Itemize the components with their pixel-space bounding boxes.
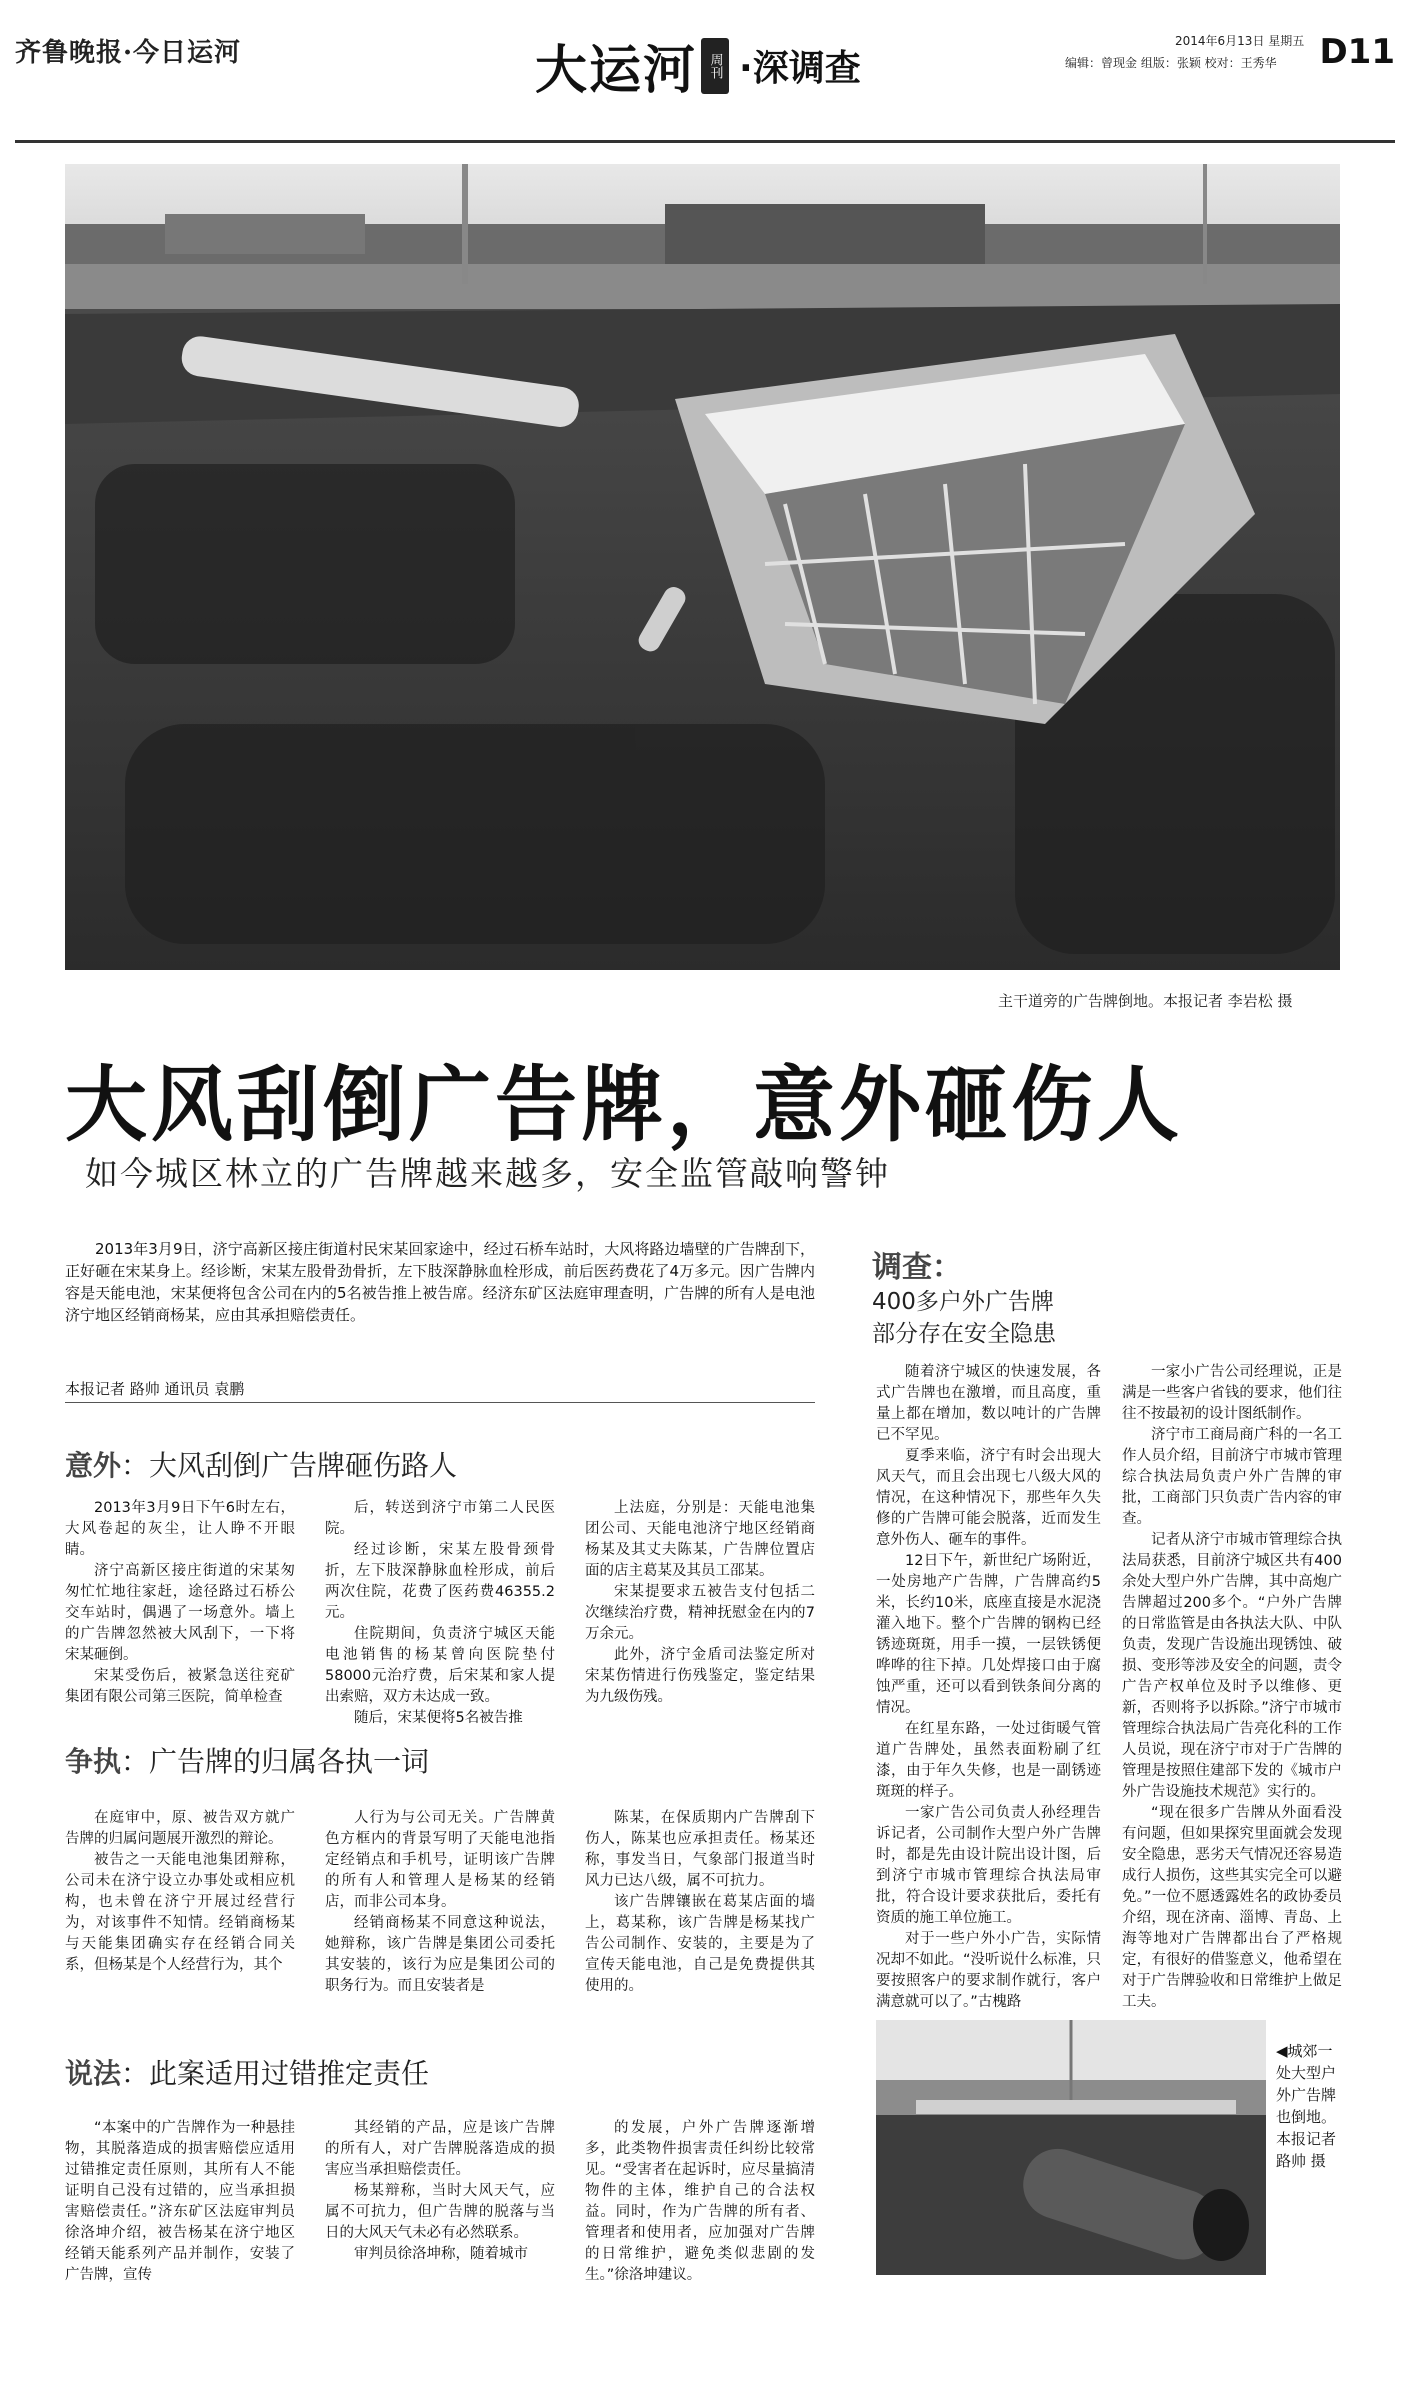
- paragraph: 一家小广告公司经理说，正是满是一些客户省钱的要求，他们往往不按最初的设计图纸制作。: [1122, 1364, 1342, 1422]
- paragraph: 在红星东路，一处过街暖气管道广告牌处，虽然表面粉刷了红漆，由于年久失修，也是一副锈迹斑斑的样子。: [876, 1721, 1101, 1800]
- subheadline: 如今城区林立的广告牌越来越多，安全监管敲响警钟: [85, 1154, 890, 1193]
- paragraph: 其经销的产品，应是该广告牌的所有人，对广告牌脱落造成的损害应当承担赔偿责任。: [325, 2120, 555, 2178]
- paragraph: 在庭审中，原、被告双方就广告牌的归属问题展开激烈的辩论。: [65, 1810, 295, 1847]
- section3-column-3: [585, 2118, 815, 2286]
- secondary-photo-caption: [1276, 2040, 1336, 2172]
- byline: 本报记者 路帅 通讯员 袁鹏: [65, 1380, 245, 1398]
- paragraph: 对于一些户外小广告，实际情况却不如此。“没听说什么标准，只要按照客户的要求制作就行，客户满意就可以了。”古槐路: [876, 1931, 1102, 2010]
- section2-column-3: [585, 1808, 815, 1997]
- paragraph: 夏季来临，济宁有时会出现大风天气，而且会出现七八级大风的情况，在这种情况下，那些年久失修的广告牌可能会脱落，近而发生意外伤人、砸车的事件。: [876, 1448, 1101, 1548]
- section-title-dispute: [65, 1740, 429, 1780]
- editors-line: 编辑：曾现金 组版：张颖 校对：王秀华: [1065, 56, 1277, 70]
- paragraph: 2013年3月9日下午6时左右，大风卷起的灰尘，让人睁不开眼睛。: [65, 1500, 295, 1558]
- paragraph: 济宁市工商局商广科的一名工作人员介绍，目前济宁市城市管理综合执法局负责户外广告牌的审批，工商部门只负责广告内容的审查。: [1122, 1427, 1342, 1527]
- intro-paragraph: 2013年3月9日，济宁高新区接庄街道村民宋某回家途中，经过石桥车站时，大风将路边墙壁的广告牌刮下，正好砸在宋某身上。经诊断，宋某左股骨劲骨折，左下肢深静脉血栓形成，前后医药费花了4万多元。因广告牌内容是天能电池，宋某便将包含公司在内的5名被告推上被告席。经济东矿区法庭审理查明，广告牌的所有人是电池济宁地区经销商杨某，应由其承担赔偿责任。: [65, 1240, 815, 1324]
- paragraph: 记者从济宁市城市管理综合执法局获悉，目前济宁城区共有400余处大型户外广告牌，其中高炮广告牌超过200多个。“户外广告牌的日常监管是由各执法大队、中队负责，发现广告设施出现锈蚀、破损、变形等涉及安全的问题，责令广告产权单位及时予以维修、更新，否则将予以拆除。”济宁市城市管理综合执法局广告亮化科的工作人员说，现在济宁市对于广告牌的管理是按照住建部下发的《城市户外广告设施技术规范》实行的。: [1122, 1532, 1342, 1800]
- section1-column-2: [325, 1498, 555, 1729]
- section2-column-1: [65, 1808, 295, 1976]
- paragraph: 杨某辩称，当时大风天气，应属不可抗力，但广告牌的脱落与当日的大风天气未必有必然联系。: [325, 2183, 555, 2241]
- investigation-column-2: [1122, 1362, 1342, 2013]
- paragraph: 此外，济宁金盾司法鉴定所对宋某伤情进行伤残鉴定，鉴定结果为九级伤残。: [585, 1647, 815, 1705]
- secondary-photo: [876, 2020, 1266, 2275]
- byline-rule: [65, 1402, 815, 1403]
- section-name: ·深调查: [739, 48, 861, 89]
- arrow-left-icon: ◀: [1276, 2042, 1288, 2060]
- section3-column-1: [65, 2118, 295, 2286]
- paragraph: 被告之一天能电池集团辩称，公司未在济宁设立办事处或相应机构，也未曾在济宁开展过经营行为，对该事件不知情。经销商杨某与天能集团确实存在经销合同关系，但杨某是个人经营行为，其个: [65, 1852, 295, 1973]
- logo-seal: 周刊: [701, 38, 729, 94]
- section-label: 争执: [65, 1745, 122, 1778]
- paragraph: “本案中的广告牌作为一种悬挂物，其脱落造成的损害赔偿应适用过错推定责任原则，其所有人不能证明自己没有过错的，应当承担损害赔偿责任。”济东矿区法庭审判员徐洛坤介绍，被告杨某在济宁地区经销天能系列产品并制作，安装了广告牌，宣传: [65, 2120, 295, 2283]
- secondary-photo-illustration: [876, 2020, 1266, 2275]
- paragraph: 经过诊断，宋某左股骨颈骨折，左下肢深静脉血栓形成，前后两次住院，花费了医药费46355.2元。: [325, 1542, 555, 1621]
- brand-left: 齐鲁晚报·今日运河: [15, 38, 242, 68]
- masthead: [15, 20, 1395, 140]
- paragraph: 一家广告公司负责人孙经理告诉记者，公司制作大型户外广告牌时，都是先由设计院出设计图，后到济宁市城市管理综合执法局审批，符合设计要求获批后，委托有资质的施工单位施工。: [876, 1805, 1101, 1926]
- headline: 大风刮倒广告牌，意外砸伤人: [65, 1057, 1184, 1153]
- date-line: 2014年6月13日 星期五: [1175, 34, 1305, 48]
- logo: 大运河: [535, 40, 698, 101]
- section1-column-1: [65, 1498, 295, 1708]
- section-heading: ：此案适用过错推定责任: [121, 2057, 430, 2090]
- masthead-rule: [15, 140, 1395, 143]
- section-title-ruling: [65, 2052, 429, 2092]
- paragraph: 后，转送到济宁市第二人民医院。: [325, 1500, 555, 1537]
- paragraph: 上法庭，分别是：天能电池集团公司、天能电池济宁地区经销商杨某及其丈夫陈某，广告牌位置店面的店主葛某及其员工邵某。: [585, 1500, 815, 1579]
- section-label: 意外: [65, 1449, 122, 1482]
- paragraph: “现在很多广告牌从外面看没有问题，但如果探究里面就会发现安全隐患，恶劣天气情况还容易造成行人损伤，这些其实完全可以避免。”一位不愿透露姓名的政协委员介绍，现在济南、淄博、青岛、上海等地对广告牌都出台了严格规定，有很好的借鉴意义，他希望在对于广告牌验收和日常维护上做足工夫。: [1122, 1805, 1342, 2010]
- paragraph: 该广告牌镶嵌在葛某店面的墙上，葛某称，该广告牌是杨某找广告公司制作、安装的，主要是为了宣传天能电池，自己是免费提供其使用的。: [585, 1894, 815, 1994]
- paragraph: 宋某提要求五被告支付包括二次继续治疗费，精神抚慰金在内的7万余元。: [585, 1584, 815, 1642]
- paragraph: 济宁高新区接庄街道的宋某匆匆忙忙地往家赶，途径路过石桥公交车站时，偶遇了一场意外。墙上的广告牌忽然被大风刮下，一下将宋某砸倒。: [65, 1563, 295, 1663]
- section-label: 说法: [65, 2057, 122, 2090]
- section3-column-2: [325, 2118, 555, 2265]
- secondary-photo-caption-text: 城郊一处大型户外广告牌也倒地。本报记者 路帅 摄: [1276, 2042, 1337, 2170]
- main-photo: [65, 164, 1340, 970]
- paragraph: 陈某，在保质期内广告牌刮下伤人，陈某也应承担责任。杨某还称，事发当日，气象部门报道当时风力已达八级，属不可抗力。: [585, 1810, 815, 1889]
- main-photo-illustration: [65, 164, 1340, 970]
- investigation-column-1: [876, 1362, 1101, 2013]
- paragraph: 的发展，户外广告牌逐渐增多，此类物件损害责任纠纷比较常见。“受害者在起诉时，应尽量搞清物件的主体，维护自己的合法权益。同时，作为广告牌的所有者、管理者和使用者，应加强对广告牌的日常维护，避免类似悲剧的发生。”徐洛坤建议。: [585, 2120, 815, 2283]
- section1-column-3: [585, 1498, 815, 1708]
- section-title-accident: [65, 1444, 457, 1484]
- paragraph: 人行为与公司无关。广告牌黄色方框内的背景写明了天能电池指定经销点和手机号，证明该广告牌的所有人和管理人是杨某的经销店，而非公司本身。: [325, 1810, 555, 1910]
- page-number: D11: [1319, 32, 1395, 72]
- main-photo-caption: 主干道旁的广告牌倒地。本报记者 李岩松 摄: [998, 992, 1293, 1010]
- logo-block: [535, 28, 861, 103]
- investigation-subtitle-line: 部分存在安全隐患: [872, 1321, 1056, 1347]
- paragraph: 经销商杨某不同意这种说法，她辩称，该广告牌是集团公司委托其安装的，该行为应是集团公司的职务行为。而且安装者是: [325, 1915, 555, 1994]
- paragraph: 宋某受伤后，被紧急送往兖矿集团有限公司第三医院，简单检查: [65, 1668, 295, 1705]
- paragraph: 12日下午，新世纪广场附近，一处房地产广告牌，广告牌高约5米，长约10米，底座直接是水泥浇灌入地下。整个广告牌的钢构已经锈迹斑斑，用手一摸，一层铁锈便哗哗的往下掉。几处焊接口由于腐蚀严重，还可以看到铁条间分离的情况。: [876, 1553, 1101, 1716]
- section-heading: ：大风刮倒广告牌砸伤路人: [121, 1449, 458, 1482]
- investigation-subtitle-line: 400多户外广告牌: [872, 1289, 1054, 1315]
- paragraph: 住院期间，负责济宁城区天能电池销售的杨某曾向医院垫付58000元治疗费，后宋某和家人提出索赔，双方未达成一致。: [325, 1626, 555, 1705]
- investigation-subtitle: [872, 1286, 1172, 1350]
- paragraph: 审判员徐洛坤称，随着城市: [354, 2246, 528, 2262]
- investigation-label: 调查：: [872, 1250, 962, 1285]
- paragraph: 随后，宋某便将5名被告推: [354, 1710, 523, 1726]
- section2-column-2: [325, 1808, 555, 1997]
- paragraph: 随着济宁城区的快速发展，各式广告牌也在激增，而且高度，重量上都在增加，数以吨计的广告牌已不罕见。: [876, 1364, 1101, 1443]
- section-heading: ：广告牌的归属各执一词: [121, 1745, 430, 1778]
